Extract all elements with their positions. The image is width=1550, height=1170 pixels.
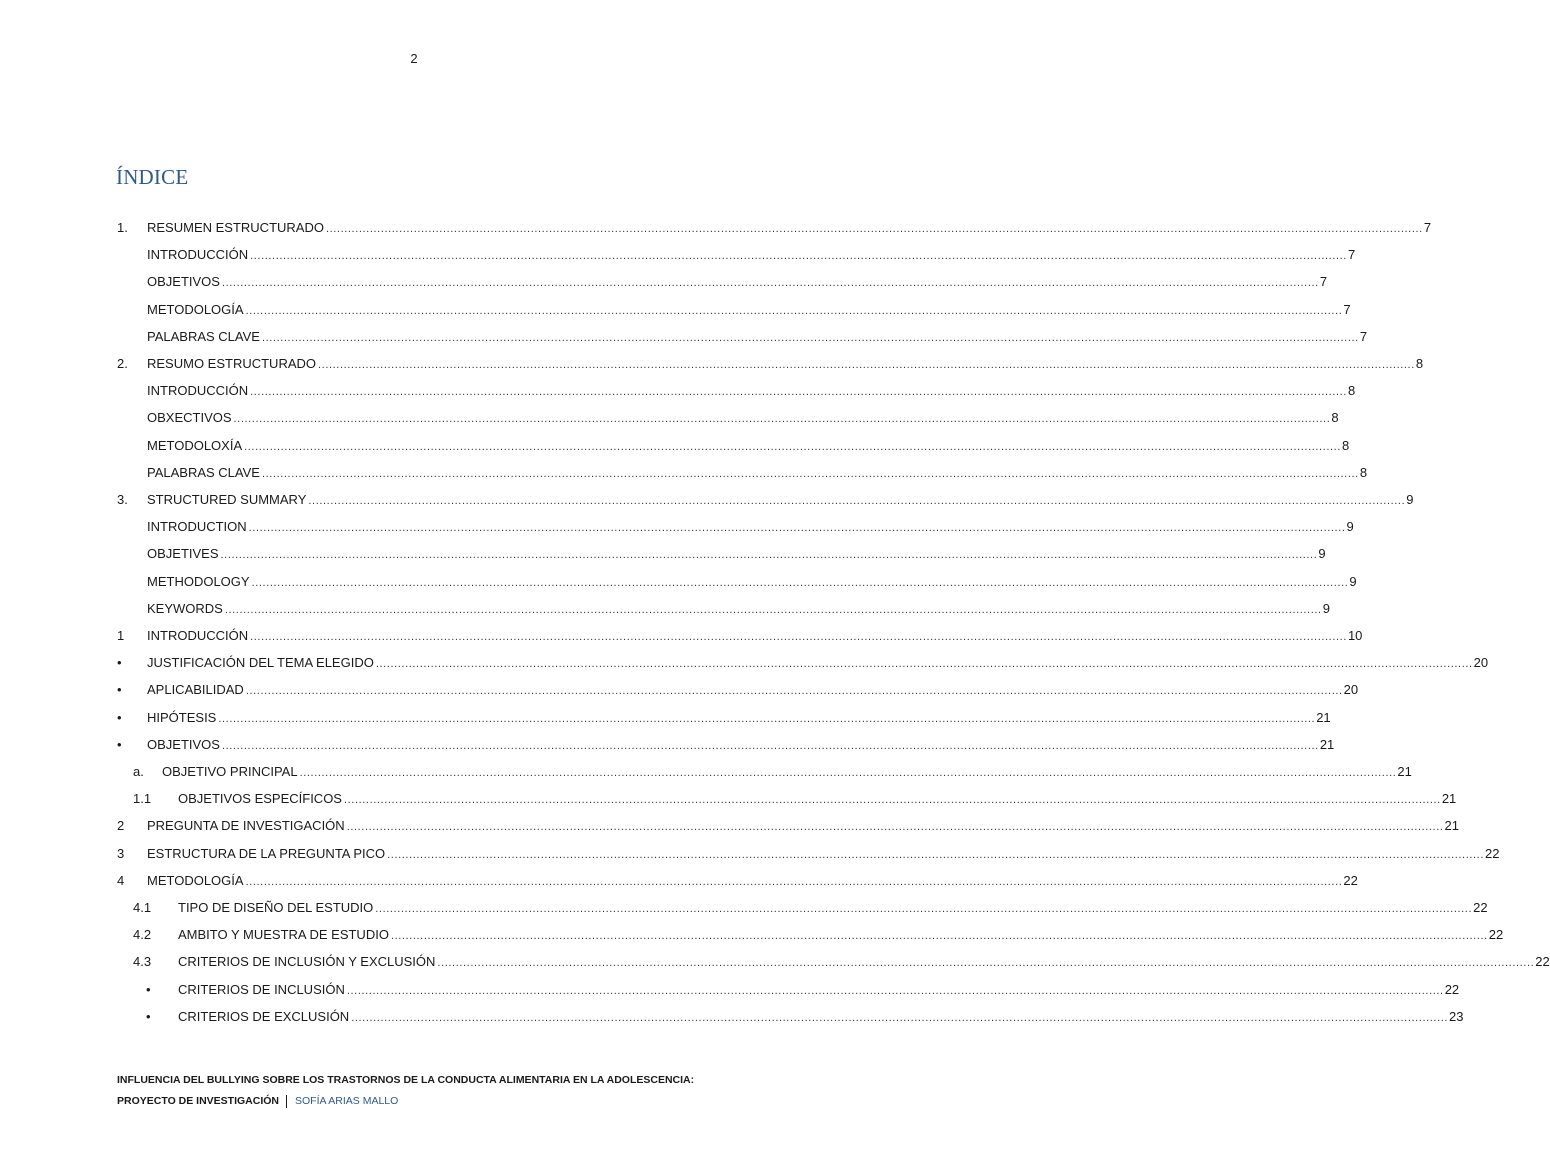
toc-entry-line <box>178 1008 1464 1024</box>
footer-separator <box>286 1095 287 1108</box>
toc-entry-line <box>147 628 1363 643</box>
toc-entry-title: CRITERIOS DE INCLUSIÓN <box>178 981 345 997</box>
toc-entry[interactable] <box>0 1006 1464 1028</box>
toc-entry[interactable] <box>0 870 1358 892</box>
toc-entry-title: METODOLOGÍA <box>147 301 244 317</box>
toc-dot-leader: ............................................................................................................................................................................................................................................................................................................ <box>343 794 1441 807</box>
toc-entry-title: INTRODUCCIÓN <box>147 383 249 399</box>
toc-entry-number: 4 <box>117 872 125 888</box>
toc-entry-page: 22 <box>1488 927 1504 943</box>
toc-entry-number: a. <box>133 764 144 779</box>
toc-entry-number: 4.3 <box>133 954 152 970</box>
toc-dot-leader: ............................................................................................................................................................................................................................................................................................................ <box>245 304 1343 317</box>
toc-entry[interactable] <box>0 625 1363 647</box>
toc-entry[interactable] <box>0 843 1500 865</box>
toc-entry-line <box>147 437 1350 453</box>
toc-dot-leader: ............................................................................................................................................................................................................................................................................................................ <box>375 658 1473 671</box>
toc-entry-line <box>147 845 1500 861</box>
toc-dot-leader: ............................................................................................................................................................................................................................................................................................................ <box>261 467 1359 480</box>
toc-dot-leader: ............................................................................................................................................................................................................................................................................................................ <box>250 250 1347 263</box>
toc-dot-leader: ............................................................................................................................................................................................................................................................................................................ <box>261 331 1359 344</box>
toc-entry-title: ESTRUCTURA DE LA PREGUNTA PICO <box>147 845 386 861</box>
toc-entry-title: OBJETIVOS <box>147 274 220 290</box>
toc-entry-page: 22 <box>1535 954 1550 970</box>
toc-entry-title: AMBITO Y MUESTRA DE ESTUDIO <box>178 927 389 943</box>
toc-dot-leader: ............................................................................................................................................................................................................................................................................................................ <box>221 739 1319 752</box>
toc-entry[interactable] <box>0 353 1424 375</box>
toc-dot-leader: ............................................................................................................................................................................................................................................................................................................ <box>218 712 1316 725</box>
toc-entry-line <box>178 927 1504 943</box>
toc-entry-page: 9 <box>1349 573 1357 589</box>
toc-entry[interactable] <box>0 761 1412 783</box>
toc-entry-title: PALABRAS CLAVE <box>147 464 260 480</box>
footer-author: SOFÍA ARIAS MALLO <box>295 1095 399 1107</box>
toc-dot-leader: ............................................................................................................................................................................................................................................................................................................ <box>318 359 1415 371</box>
toc-dot-leader: ............................................................................................................................................................................................................................................................................................................ <box>251 576 1349 589</box>
toc-entry-page: 9 <box>1318 546 1326 562</box>
toc-entry-title: PALABRAS CLAVE <box>147 328 260 344</box>
toc-entry-title: CRITERIOS DE EXCLUSIÓN <box>178 1008 350 1024</box>
toc-entry[interactable] <box>0 244 1356 266</box>
toc-entry-line <box>147 682 1359 698</box>
toc-entry[interactable] <box>0 489 1414 511</box>
toc-entry-line <box>147 546 1326 562</box>
toc-dot-leader: ............................................................................................................................................................................................................................................................................................................ <box>387 848 1484 861</box>
toc-entry-line <box>178 900 1488 915</box>
toc-entry[interactable] <box>0 979 1460 1001</box>
toc-entry-page: 21 <box>1444 818 1459 834</box>
toc-entry[interactable] <box>0 788 1457 810</box>
toc-dot-leader: ............................................................................................................................................................................................................................................................................................................ <box>299 767 1397 779</box>
toc-entry-page: 9 <box>1322 600 1330 616</box>
toc-entry-page: 22 <box>1484 845 1500 861</box>
toc-entry[interactable] <box>0 652 1489 674</box>
toc-dot-leader: ............................................................................................................................................................................................................................................................................................................ <box>250 631 1347 643</box>
toc-entry-number: 3. <box>117 492 128 507</box>
toc-entry-number: 1.1 <box>133 791 152 807</box>
toc-entry[interactable] <box>0 299 1351 321</box>
toc-dot-leader: ............................................................................................................................................................................................................................................................................................................ <box>390 930 1488 943</box>
toc-entry-page: 7 <box>1347 247 1356 263</box>
toc-entry-title: RESUMO ESTRUCTURADO <box>147 356 317 371</box>
toc-bullet: • <box>146 1008 151 1024</box>
footer-title: INFLUENCIA DEL BULLYING SOBRE LOS TRASTORNOS DE LA CONDUCTA ALIMENTARIA EN LA ADOLESCENCIA: <box>117 1074 695 1086</box>
toc-entry-number: 4.2 <box>133 927 152 943</box>
toc-entry-page: 22 <box>1343 872 1358 888</box>
toc-entry-title: OBJETIVES <box>147 546 219 562</box>
toc-entry-line <box>147 492 1414 507</box>
toc-entry-page: 9 <box>1346 519 1354 535</box>
toc-entry-page: 22 <box>1444 981 1460 997</box>
toc-bullet: • <box>117 655 122 671</box>
page-title: ÍNDICE <box>116 165 189 189</box>
toc-entry-title: HIPÓTESIS <box>147 709 217 725</box>
toc-entry[interactable] <box>0 897 1488 919</box>
toc-entry-page: 21 <box>1316 709 1331 725</box>
toc-entry-line <box>178 981 1460 997</box>
toc-entry-line <box>147 328 1368 344</box>
toc-entry-page: 10 <box>1347 628 1363 643</box>
toc-entry-title: INTRODUCCIÓN <box>147 628 249 643</box>
toc-bullet: • <box>117 709 122 725</box>
toc-dot-leader: ............................................................................................................................................................................................................................................................................................................ <box>244 440 1341 453</box>
toc-entry-title: OBXECTIVOS <box>147 410 232 426</box>
page-footer <box>117 1070 694 1112</box>
toc-dot-leader: ............................................................................................................................................................................................................................................................................................................ <box>245 685 1343 698</box>
toc-bullet: • <box>117 682 122 698</box>
toc-entry-line <box>147 247 1356 263</box>
toc-entry-title: METHODOLOGY <box>147 573 250 589</box>
toc-entry-title: JUSTIFICACIÓN DEL TEMA ELEGIDO <box>147 655 374 671</box>
toc-entry-page: 20 <box>1473 655 1489 671</box>
toc-dot-leader: ............................................................................................................................................................................................................................................................................................................ <box>245 875 1343 888</box>
toc-entry[interactable] <box>0 598 1330 620</box>
toc-entry[interactable] <box>0 217 1432 239</box>
toc-entry[interactable] <box>0 326 1368 348</box>
toc-entry-line <box>147 356 1424 371</box>
toc-entry-line <box>147 410 1339 426</box>
toc-entry-number: 3 <box>117 845 125 861</box>
toc-dot-leader: ............................................................................................................................................................................................................................................................................................................ <box>308 495 1406 507</box>
toc-entry-page: 22 <box>1473 900 1488 915</box>
toc-entry-line <box>147 301 1351 317</box>
toc-entry[interactable] <box>0 571 1357 593</box>
toc-entry-line <box>147 573 1357 589</box>
toc-entry-page: 9 <box>1406 492 1414 507</box>
toc-dot-leader: ............................................................................................................................................................................................................................................................................................................ <box>248 522 1346 535</box>
toc-entry-title: STRUCTURED SUMMARY <box>147 492 307 507</box>
toc-entry-title: RESUMEN ESTRUCTURADO <box>147 220 324 235</box>
page-number: 2 <box>410 51 418 66</box>
toc-entry-title: OBJETIVOS ESPECÍFICOS <box>178 791 342 807</box>
toc-entry-page: 8 <box>1331 410 1339 426</box>
toc-entry-line <box>147 383 1356 399</box>
toc-entry-line <box>147 600 1330 616</box>
toc-bullet: • <box>117 736 122 752</box>
toc-dot-leader: ............................................................................................................................................................................................................................................................................................................ <box>437 957 1535 970</box>
toc-entry[interactable] <box>0 951 1550 973</box>
toc-entry[interactable] <box>0 407 1339 429</box>
toc-entry[interactable] <box>0 679 1359 701</box>
toc-entry-page: 7 <box>1423 220 1432 235</box>
toc-entry-line <box>147 655 1489 671</box>
toc-entry-line <box>162 764 1412 779</box>
toc-entry-line <box>147 872 1358 888</box>
toc-entry-line <box>147 818 1459 834</box>
toc-entry-title: METODOLOGÍA <box>147 872 244 888</box>
toc-entry-title: APLICABILIDAD <box>147 682 244 698</box>
footer-subtitle: PROYECTO DE INVESTIGACIÓN <box>117 1095 279 1107</box>
toc-entry[interactable] <box>0 815 1459 837</box>
toc-entry-line <box>147 736 1335 752</box>
toc-entry-title: OBJETIVO PRINCIPAL <box>162 764 298 779</box>
toc-dot-leader: ............................................................................................................................................................................................................................................................................................................ <box>221 277 1319 290</box>
toc-entry-title: KEYWORDS <box>147 600 223 616</box>
toc-entry-title: INTRODUCCIÓN <box>147 247 249 263</box>
toc-entry-page: 21 <box>1319 736 1335 752</box>
toc-entry-page: 7 <box>1343 301 1351 317</box>
toc-entry-line <box>147 709 1331 725</box>
toc-entry-line <box>147 464 1368 480</box>
toc-entry-page: 23 <box>1449 1008 1464 1024</box>
toc-entry-page: 8 <box>1415 356 1424 371</box>
toc-entry-page: 8 <box>1341 437 1350 453</box>
toc-entry[interactable] <box>0 516 1354 538</box>
toc-entry[interactable] <box>0 924 1504 946</box>
toc-entry[interactable] <box>0 462 1368 484</box>
toc-entry-number: 2 <box>117 818 125 834</box>
toc-entry[interactable] <box>0 543 1326 565</box>
toc-entry[interactable] <box>0 734 1335 756</box>
toc-entry-number: 1. <box>117 220 128 235</box>
toc-entry-page: 7 <box>1319 274 1328 290</box>
toc-dot-leader: ............................................................................................................................................................................................................................................................................................................ <box>346 821 1444 834</box>
toc-entry[interactable] <box>0 271 1328 293</box>
toc-entry-title: METODOLOXÍA <box>147 437 243 453</box>
toc-entry-number: 1 <box>117 628 125 643</box>
toc-entry-page: 7 <box>1359 328 1368 344</box>
toc-dot-leader: ............................................................................................................................................................................................................................................................................................................ <box>233 413 1331 426</box>
toc-entry-title: CRITERIOS DE INCLUSIÓN Y EXCLUSIÓN <box>178 954 436 970</box>
toc-entry-number: 4.1 <box>133 900 152 915</box>
toc-bullet: • <box>146 981 151 997</box>
toc-entry-title: INTRODUCTION <box>147 519 247 535</box>
toc-entry[interactable] <box>0 435 1350 457</box>
toc-dot-leader: ............................................................................................................................................................................................................................................................................................................ <box>224 603 1322 616</box>
toc-entry-line <box>147 274 1328 290</box>
toc-entry-title: PREGUNTA DE INVESTIGACIÓN <box>147 818 345 834</box>
toc-dot-leader: ............................................................................................................................................................................................................................................................................................................ <box>250 386 1347 399</box>
toc-entry-page: 21 <box>1441 791 1457 807</box>
toc-entry[interactable] <box>0 707 1331 729</box>
toc-entry-line <box>178 954 1550 970</box>
toc-entry-page: 20 <box>1343 682 1359 698</box>
toc-entry-page: 8 <box>1359 464 1368 480</box>
toc-entry-title: OBJETIVOS <box>147 736 220 752</box>
toc-dot-leader: ............................................................................................................................................................................................................................................................................................................ <box>346 984 1444 997</box>
footer-line-2 <box>117 1091 694 1112</box>
toc-entry-title: TIPO DE DISEÑO DEL ESTUDIO <box>178 900 374 915</box>
toc-entry-line <box>147 220 1432 235</box>
toc-dot-leader: ............................................................................................................................................................................................................................................................................................................ <box>220 549 1318 562</box>
toc-dot-leader: ............................................................................................................................................................................................................................................................................................................ <box>351 1011 1449 1024</box>
toc-entry-line <box>178 791 1457 807</box>
toc-entry-page: 8 <box>1347 383 1356 399</box>
toc-dot-leader: ............................................................................................................................................................................................................................................................................................................ <box>375 903 1473 915</box>
toc-entry-number: 2. <box>117 356 128 371</box>
toc-dot-leader: ............................................................................................................................................................................................................................................................................................................ <box>325 223 1423 235</box>
toc-entry-line <box>147 519 1354 535</box>
toc-entry[interactable] <box>0 380 1356 402</box>
toc-entry-page: 21 <box>1397 764 1412 779</box>
